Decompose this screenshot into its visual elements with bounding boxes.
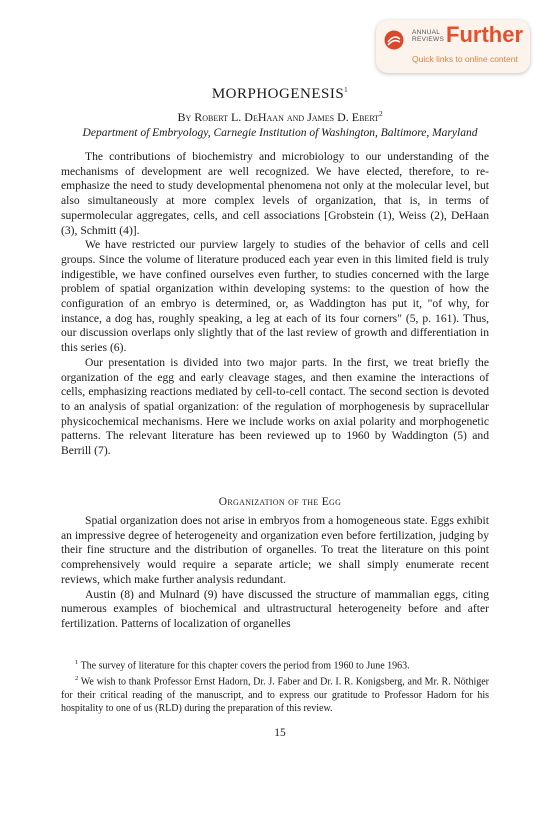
footnote-2 [61, 672, 489, 714]
authors-by: By [177, 110, 192, 124]
section-heading: Organization of the Egg [218, 496, 342, 508]
article-title-text: MORPHOGENESIS [211, 86, 345, 102]
brand-line-1: ANNUAL [412, 29, 441, 36]
title-footnote-mark: 1 [344, 86, 349, 94]
further-badge[interactable] [376, 20, 530, 73]
section-paragraph-1: Spatial organization does not arise in embryos from a homogeneous state. Eggs exhibit an impressive degree of heterogeneity and organization even before fertilization, judging by their fine structure and the distribution of organelles. To treat the literature on this point comprehensively would require a separate article; we shall simply enumerate recent reviews, which make further analysis redundant. [61, 514, 489, 586]
page-number: 15 [274, 727, 286, 739]
brand-line-2: REVIEWS [412, 36, 445, 43]
introduction-body [61, 150, 489, 459]
author-1: Robert L. DeHaan [194, 110, 284, 124]
section-body [61, 514, 489, 632]
author-2: James D. Ebert [307, 110, 380, 124]
footnote-2-text: We wish to thank Professor Ernst Hadorn, Dr. J. Faber and Dr. I. R. Konigsberg, and Mr. R. Nöthiger for their critical reading of the manuscript, and to express our gratitude to Professor Hadorn for his hospitality to one of us (RLD) during the preparation of this review. [61, 676, 489, 714]
footnote-1-text: The survey of literature for this chapter covers the period from 1960 to June 1963. [80, 660, 410, 672]
article-title [0, 86, 560, 103]
section-paragraph-2: Austin (8) and Mulnard (9) have discussed the structure of mammalian eggs, citing numerous examples of biochemical and ultrastructural heterogeneity before and after fertilization. Patterns of localization of organelles [61, 587, 489, 630]
paragraph-3: Our presentation is divided into two major parts. In the first, we treat briefly the organization of the egg and early cleavage stages, and then examine the interactions of cells, emphasizing reactions mediated by cell-to-cell contact. The second section is devoted to an analysis of spatial organization: of the regulation of morphogenesis by supracellular physicochemical mechanisms. Here we include works on axial polarity and morphogenetic patterns. The relevant literature has been reviewed up to 1960 by Waddington (5) and Berrill (7). [61, 355, 489, 458]
paragraph-2: We have restricted our purview largely to studies of the behavior of cells and cell groups. Since the volume of literature produced each year even in this limited field is truly indigestible, we have confined ourselves even further, to studies concerned with the large problem of spatial organization within developing systems: to the question of how the configuration of an embryo is determined, or, as Waddington has put it, "of why, for instance, a dog has, roughly speaking, a leg at each of its four corners" (5, p. 161). Thus, our discussion overlaps only slightly that of the last review of growth and differentiation in this series (6). [61, 238, 489, 355]
footnote-2-mark: 2 [75, 675, 79, 683]
footnote-1 [61, 656, 489, 672]
footnote-1-mark: 1 [75, 659, 79, 666]
paragraph-1: The contributions of biochemistry and microbiology to our understanding of the mechanisms of development are well recognized. We have elected, therefore, to re-emphasize the need to study developmental phenomena not only at the molecular level, but also simultaneously at more complex levels of organization, that is, in terms of supermolecular aggregates, cells, and cell associations [Grobstein (1), Weiss (2), DeHaan (3), Schmitt (4)]. [61, 150, 489, 237]
author-line [0, 110, 560, 125]
footnotes [61, 656, 489, 715]
annual-reviews-logo-icon [384, 30, 404, 50]
authors-and: and [286, 110, 305, 124]
annual-reviews-wordmark [412, 29, 444, 43]
author-footnote-mark: 2 [379, 110, 383, 118]
affiliation: Department of Embryology, Carnegie Institution of Washington, Baltimore, Maryland [82, 127, 478, 139]
further-title: Further [446, 22, 523, 47]
further-subtitle: Quick links to online content [412, 54, 518, 64]
